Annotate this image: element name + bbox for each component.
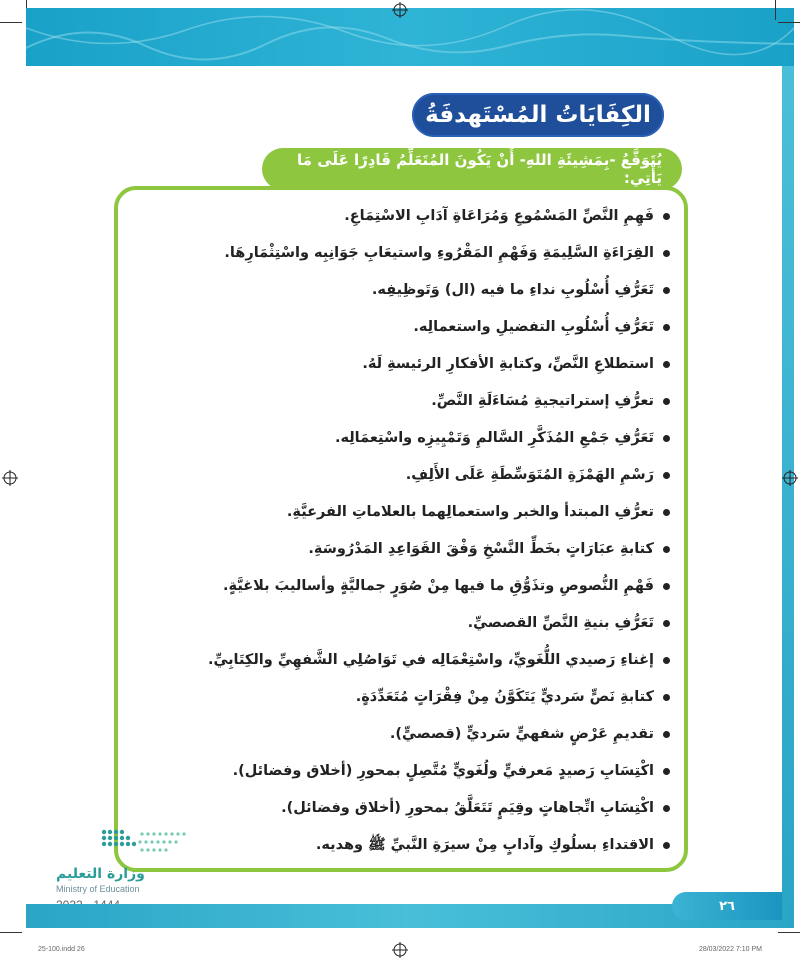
list-item: رَسْمِ الهَمْزَةِ المُتَوَسِّطَةِ عَلَى الأَلِفِ. bbox=[110, 457, 670, 494]
intro-banner: يُتَوَقَّعُ -بِمَشِيئَةِ اللهِ- أَنْ يَكُونَ المُتَعَلِّمُ قَادِرًا عَلَى مَا يَأْتِي: bbox=[262, 148, 682, 190]
list-item: كتابةِ عبَارَاتٍ بخَطِّ النَّسْخِ وَفْقَ القَوَاعِدِ المَدْرُوسَةِ. bbox=[110, 531, 670, 568]
list-item: إغناءِ رَصيدي اللُّغَويِّ، واسْتِعْمَالِه في تَوَاصُلِي الشَّفهِيِّ والكِتَابِيِّ. bbox=[110, 642, 670, 679]
ministry-name-english: Ministry of Education bbox=[56, 884, 140, 894]
header-pattern bbox=[26, 8, 794, 66]
registration-mark-icon bbox=[392, 942, 408, 958]
list-item: الاقتداءِ بسلُوكِ وآدابٍ مِنْ سيرَةِ النَّبيِّ ﷺ وهديه. bbox=[110, 827, 670, 864]
list-item: فَهْمِ النُّصوصِ وتذَوُّقِ ما فيها مِنْ صُوَرٍ جماليَّةٍ وأساليبَ بلاغيَّةٍ. bbox=[110, 568, 670, 605]
page-title: الكِفَايَاتُ المُسْتَهدفَةُ bbox=[412, 93, 664, 137]
list-item: القِرَاءَةِ السَّلِيمَةِ وَفَهْمِ المَقْرُوءِ واستيعَابِ جَوَانِبِه واسْتِثْمَارِهَا. bbox=[110, 235, 670, 272]
list-item: تَعَرُّفِ أُسْلُوبِ التفضيلِ واستعمالِه. bbox=[110, 309, 670, 346]
page-number: ٢٦ bbox=[672, 892, 782, 920]
ministry-logo-icon bbox=[98, 826, 190, 862]
crop-mark bbox=[0, 22, 22, 23]
list-item: اكْتِسَابِ رَصيدٍ مَعرفيٍّ ولُغَويٍّ مُتَّصِلٍ بمحورِ (أخلاق وفضائل). bbox=[110, 753, 670, 790]
ministry-name-arabic: وزارة التعليم bbox=[56, 866, 145, 882]
print-slug-file: 25-100.indd 26 bbox=[38, 946, 85, 953]
registration-mark-icon bbox=[2, 470, 18, 486]
print-slug-date: 28/03/2022 7:10 PM bbox=[698, 946, 762, 953]
crop-mark bbox=[778, 932, 800, 933]
list-item: فَهِمِ النَّصِّ المَسْمُوعِ وَمُرَاعَاةِ آدَابِ الاسْتِمَاعِ. bbox=[110, 198, 670, 235]
list-item: تعرُّفِ إستراتيجيةِ مُسَاءَلَةِ النَّصِّ. bbox=[110, 383, 670, 420]
crop-mark bbox=[775, 0, 776, 20]
list-item: تعرُّفِ المبتدأ والخبر واستعمالِهما بالعلاماتِ الفرعيَّةِ. bbox=[110, 494, 670, 531]
crop-mark bbox=[778, 22, 800, 23]
registration-mark-icon bbox=[392, 2, 408, 18]
competencies-list bbox=[110, 198, 670, 864]
list-item: استطلاعِ النَّصِّ، وكتابةِ الأفكارِ الرئيسةِ لَهُ. bbox=[110, 346, 670, 383]
crop-mark bbox=[0, 932, 22, 933]
crop-mark bbox=[26, 0, 27, 8]
list-item: تَعَرُّفِ جَمْعِ المُذَكَّرِ السَّالمِ وَتَمْيِيزِه واسْتِعمَالِه. bbox=[110, 420, 670, 457]
list-item: اكْتِسَابِ اتِّجاهاتٍ وقِيَمٍ تَتَعَلَّقُ بمحورِ (أخلاق وفضائل). bbox=[110, 790, 670, 827]
header-band bbox=[26, 8, 794, 66]
list-item: تَعَرُّفِ بنيةِ النَّصِّ القصصيِّ. bbox=[110, 605, 670, 642]
registration-mark-icon bbox=[782, 470, 798, 486]
list-item: كتابةِ نَصٍّ سَرديٍّ يَتَكَوَّنُ مِنْ فِقْرَاتٍ مُتَعَدِّدَةٍ. bbox=[110, 679, 670, 716]
list-item: تَعَرُّفِ أُسْلُوبِ نداءِ ما فيه (ال) وَتَوظِيفِه. bbox=[110, 272, 670, 309]
list-item: تقديمِ عَرْضٍ شفهيٍّ سَرديٍّ (قصصيٍّ). bbox=[110, 716, 670, 753]
